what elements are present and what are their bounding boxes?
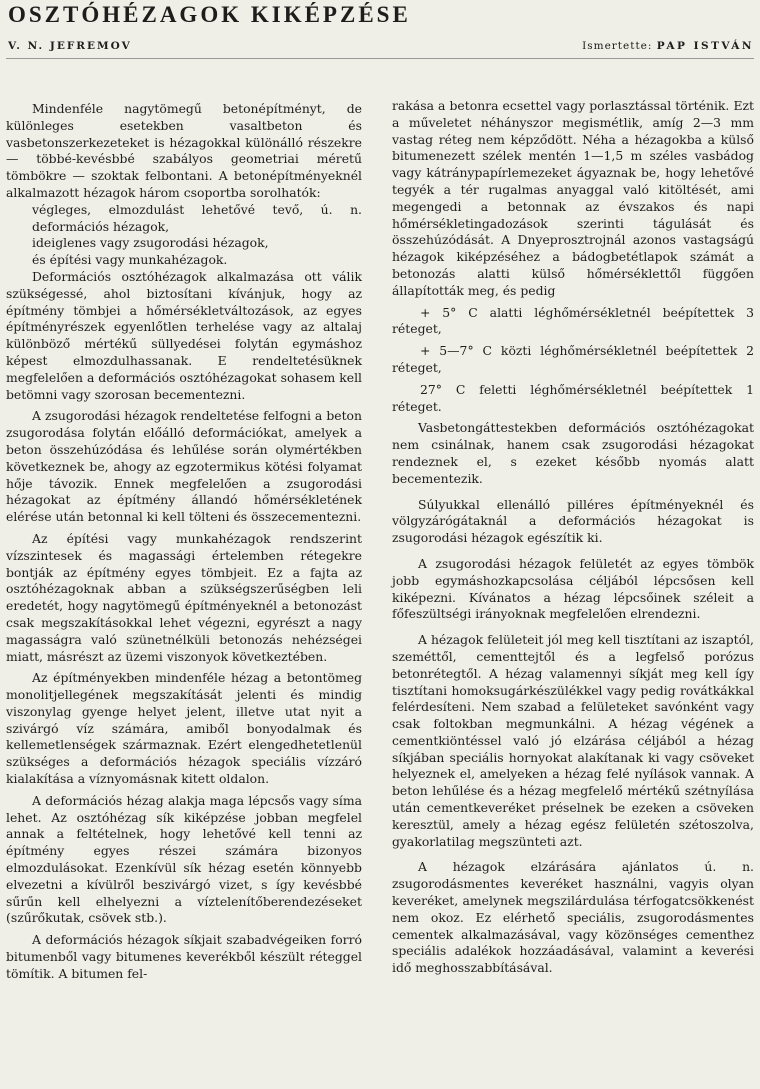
list-item-shrinkage: ideiglenes vagy zsugorodási hézagok, <box>32 235 269 251</box>
paragraph-stepped-surfaces: A zsugorodási hézagok felületét az egyes tömbök jobb egymáshozkapcsolása céljából lépcsősen kell kiképezni. Kívánatos a hézag lépcsőinek széleit a főfeszültségi irányoknak megfelelően elrendezni. <box>392 555 754 622</box>
article-title: OSZTÓHÉZAGOK KIKÉPZÉSE <box>8 2 411 27</box>
paragraph-bitumen-seal: A deformációs hézagok síkjait szabadvégeiken forró bitumenből vagy bitumenes keverékből készült réteggel tömítik. A bitumen fel- <box>6 932 362 981</box>
reviewer-credit <box>582 40 754 52</box>
list-item-below-5c: + 5° C alatti léghőmérsékletnél beépítettek 3 réteget, <box>392 304 754 337</box>
paragraph-reinforced-dams: Vasbetongáttestekben deformációs osztóhézagokat nem csinálnak, hanem csak zsugorodási hézagokat rendeznek el, s ezeket később nyomás alatt becementezik. <box>392 420 754 486</box>
paragraph-joint-shape: A deformációs hézag alakja maga lépcsős vagy síma lehet. Az osztóhézag sík kiképzése jobban megfelel annak a feltételnek, hogy lehetővé kell tenni az építmény egyes részei számára bizonyos elmozdulásokat. Ezenkívül sík hézag esetén könnyebb elvezetni a kívülről beszivárgó vizet, s így kevésbbé sűrűn kell elhelyezni a víztelenítőberendezéseket (szűrőkutak, csövek stb.). <box>6 792 362 926</box>
paragraph-shrinkage-joints: A zsugorodási hézagok rendeltetése felfogni a beton zsugorodása folytán előálló deformációkat, amelyek a beton összehúzódása és lehűlése során olymértékben következnek be, ahogy az egzotermikus kötési folyamat hője távozik. Ennek megfelelően a zsugorodási hézagokat az építmény állandó hőmérsékletének elérése után betonnal ki kell tölteni és összecementezni. <box>6 408 362 525</box>
reviewer-label: Ismertette: <box>582 40 653 52</box>
paragraph-shrinkfree-mix: A hézagok elzárására ajánlatos ú. n. zsugorodásmentes keveréket használni, vagyis olyan keveréket, amelynek megszilárdulása térfogatcsökkenést nem okoz. Ez elérhető speciális, zsugorodásmentes cementek alkalmazásával, vagy közönséges cementhez speciális adalékok hozzáadásával, valamint a keverési idő meghosszabbításával. <box>392 859 754 976</box>
left-column <box>6 101 362 983</box>
paragraph-pillar-structures: Súlyukkal ellenálló pilléres építményeknél és völgyzárógátaknál a deformációs hézagokat is zsugorodási hézagok egészítik ki. <box>392 496 754 546</box>
list-item-deformation: végleges, elmozdulást lehetővé tevő, ú. n. deformációs hézagok, <box>32 201 362 234</box>
header-divider <box>6 58 754 59</box>
paragraph-construction-joints: Az építési vagy munkahézagok rendszerint vízszintesek és magassági értelemben rétegekre bontják az építmény egyes tömbjeit. Ez a fajta az osztóhézagoknak abban a szükségszerűségben leli eredetét, hogy nagytömegű építményeknél a betonozást csak megszakításokkal lehet végezni, egyrészt a nagy magasságra való szünetnélküli betonozás nehézségei miatt, másrészt az üzemi viszonyok következtében. <box>6 530 362 664</box>
paragraph-bitumen-continued: rakása a betonra ecsettel vagy porlasztással történik. Ezt a műveletet néhányszor megismétlik, amíg 2—3 mm vastag réteg nem képződött. Néha a hézagokba a külső bitumenezett szélek mentén 1—1,5 m széles vasbádog vagy kátránypapírlemezeket ágyaznak be, hogy lehetővé tegyék a tér rugalmas anyaggal való kitöltését, ami megengedi a betonnak az évszakos és napi hőmérsékletingadozások szerinti tágulását és összehúzódását. A Dnyeprosztrojnál azonos vastagságú hézagok kiképzéséhez a bádogbetétlapok számát a betonozás alatti külső hőmérséklettől függően állapították meg, és pedig <box>392 98 754 298</box>
paragraph-weak-points: Az építményekben mindenféle hézag a betontömeg monolitjellegének megszakítását jelenti és mindig viszonylag gyenge helyet jelent, illetve utat nyit a szivárgó víz számára, amiből bonyodalmak és kellemetlenségek származnak. Ezért elengedhetetlenül szükséges a deformációs hézagok speciális vízzáró kialakítása a víznyomásnak kitett oldalon. <box>6 670 362 787</box>
reviewer-name: PAP ISTVÁN <box>656 40 754 52</box>
list-item-above-27c: 27° C feletti léghőmérsékletnél beépítettek 1 réteget. <box>392 381 754 414</box>
list-item-5-7c: + 5—7° C közti léghőmérsékletnél beépítettek 2 réteget, <box>392 343 754 375</box>
paragraph-intro: Mindenféle nagytömegű betonépítményt, de különleges esetekben vasaltbeton és vasbetonszerkezeteket is hézagokkal különálló részekre — többé-kevésbbé szabályos geometriai méretű tömbökre — szoktak felbontani. A betonépítményeknél alkalmazott hézagok három csoportba sorolhatók: <box>6 101 362 200</box>
paragraph-surface-cleaning: A hézagok felületeit jól meg kell tisztítani az iszaptól, szeméttől, cementtejtől és a legfelső porózus betonrétegtől. A hézag valamennyi síkját meg kell így tisztítani homoksugárkészülékkel vagy pedig rovátkákkal felérdesíteni. Nem szabad a felületeket savónként vagy csak foltokban megmunkálni. A hézag végének a cementkiöntéssel való jó elzárása céljából a hézag síkjában speciális hornyokat alakítanak ki vagy csöveket helyeznek el, amelyeken a hézag felé nyílások vannak. A beton lehűlése és a hézag megfelelő mértékű szétnyílása után cementkeveréket préselnek be ezeken a csöveken keresztül, amely a hézag egész felületén szétoszolva, gyakorlatilag megszünteti azt. <box>392 632 754 849</box>
paragraph-deformation-joints: Deformációs osztóhézagok alkalmazása ott válik szükségessé, ahol biztosítani kívánjuk, hogy az építmény tömbjei a hőmérsékletváltozások, az egyes építményrészek egyenlőtlen terhelése vagy az altalaj különböző mértékű süllyedései folytán egymáshoz képest elmozdulhassanak. E rendeltetésüknek megfelelően a deformációs osztóhézagokat sohasem kell betömni vagy szorosan becementezni. <box>6 268 362 402</box>
author-name: V. N. JEFREMOV <box>8 40 132 52</box>
list-item-construction: és építési vagy munkahézagok. <box>32 252 228 268</box>
right-column <box>392 98 754 977</box>
